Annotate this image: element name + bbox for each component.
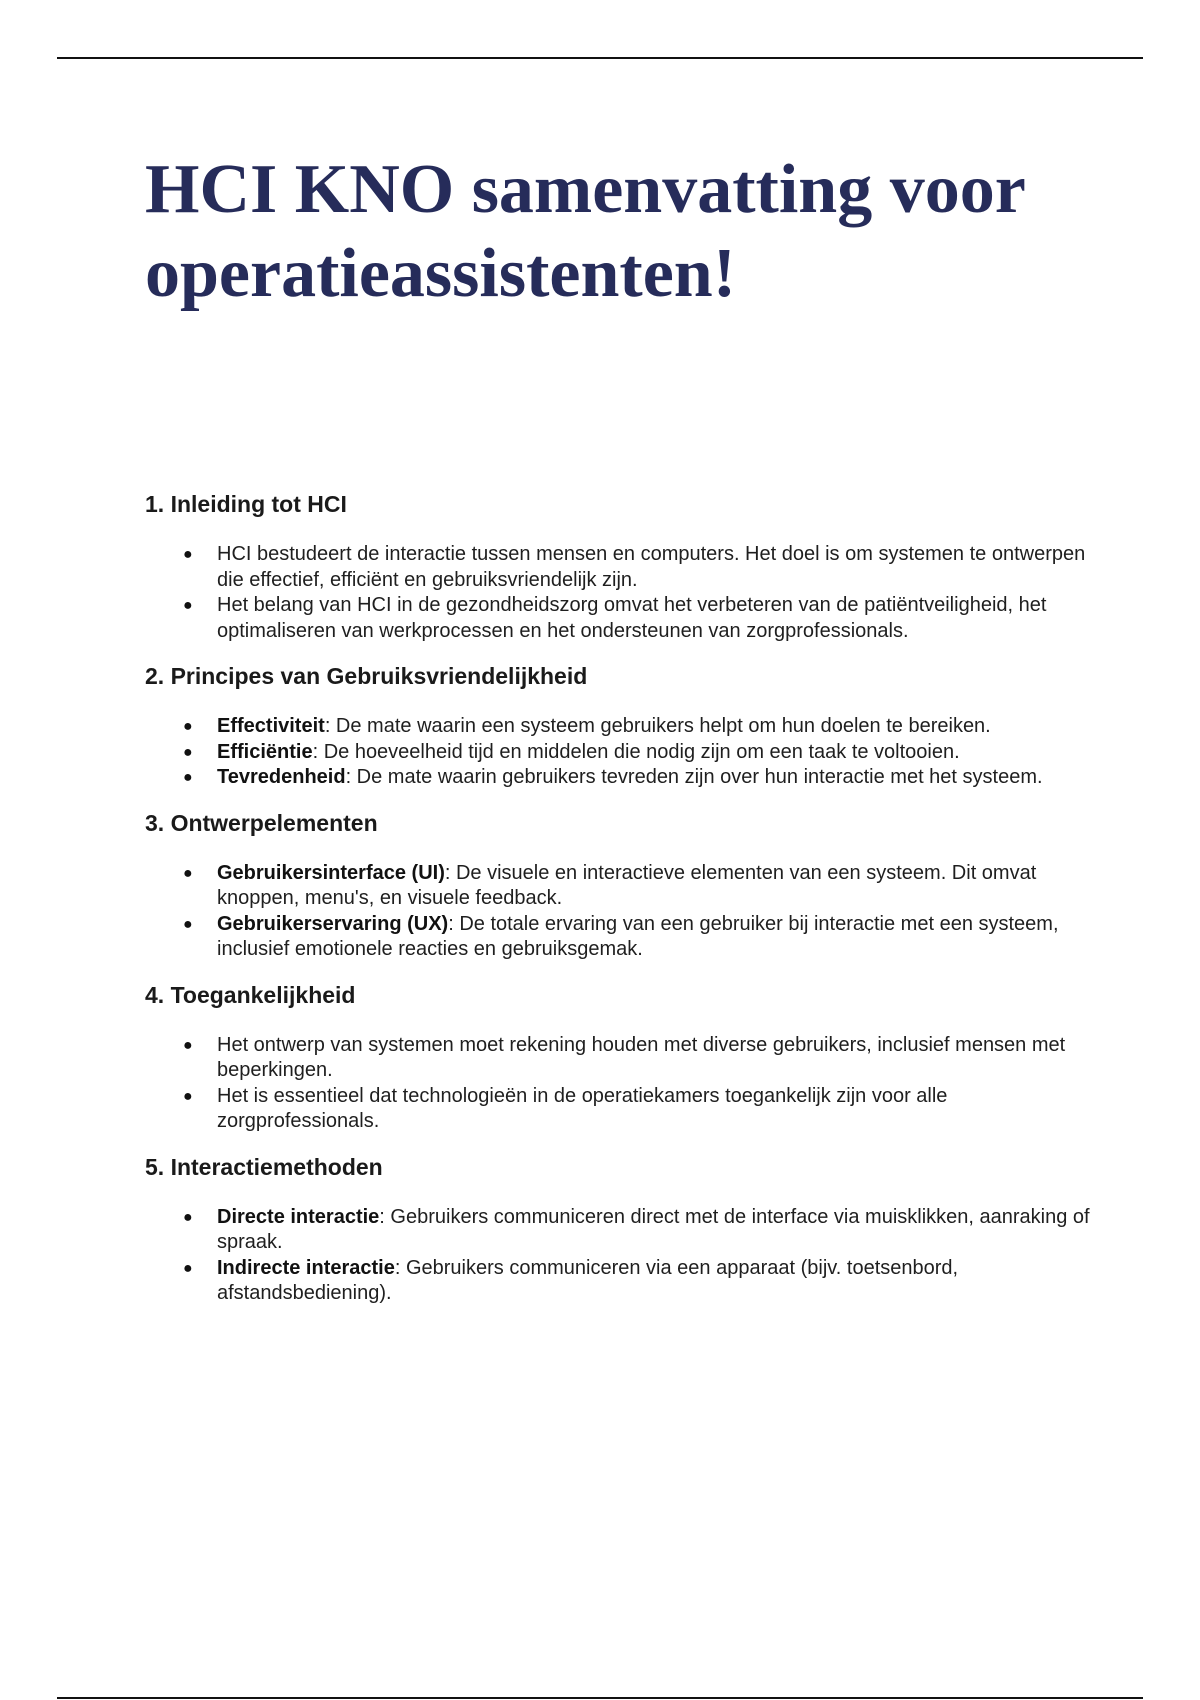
list-item-text: : Gebruikers communiceren direct met de interface via muisklikken, aanraking of spraak.	[217, 1205, 1090, 1253]
section-heading: 3. Ontwerpelementen	[145, 809, 378, 836]
list-item-text: HCI bestudeert de interactie tussen mensen en computers. Het doel is om systemen te ontwerpen die effectief, efficiënt en gebruiksvriendelijk zijn.	[217, 543, 1086, 591]
bullet-icon: ●	[183, 597, 193, 614]
bullet-list	[145, 1205, 1090, 1307]
list-item-term: Efficiëntie	[217, 740, 313, 763]
bullet-icon: ●	[183, 1208, 193, 1226]
page-title: HCI KNO samenvatting voor operatieassistenten!	[145, 151, 1025, 312]
list-item-term: Directe interactie	[217, 1205, 380, 1228]
list-item-text: : De mate waarin een systeem gebruikers helpt om hun doelen te bereiken.	[324, 715, 991, 737]
list-item-term: Gebruikerservaring (UX)	[217, 912, 449, 935]
list-item-text: : De totale ervaring van een gebruiker bij interactie met een systeem, inclusief emotionele reacties en gebruiksgemak.	[217, 912, 1059, 960]
list-item-text: : De hoeveelheid tijd en middelen die nodig zijn om een taak te voltooien.	[312, 740, 960, 763]
list-item-text: : De visuele en interactieve elementen van een systeem. Dit omvat knoppen, menu's, en visuele feedback.	[217, 861, 1037, 909]
bullet-list	[145, 714, 1090, 791]
list-item	[183, 714, 1090, 740]
bullet-icon: ●	[183, 1036, 193, 1054]
section-heading: 2. Principes van Gebruiksvriendelijkheid	[145, 663, 588, 689]
list-item-text: Het ontwerp van systemen moet rekening houden met diverse gebruikers, inclusief mensen met beperkingen.	[217, 1033, 1066, 1081]
section-heading: 1. Inleiding tot HCI	[145, 491, 347, 517]
bullet-icon: ●	[183, 864, 193, 882]
list-item-term: Tevredenheid	[217, 766, 346, 788]
list-item	[183, 765, 1090, 791]
section-toegankelijkheid	[145, 981, 1090, 1135]
bullet-list	[145, 861, 1090, 963]
list-item	[183, 1205, 1090, 1256]
bullet-icon: ●	[183, 743, 193, 761]
list-item-term: Gebruikersinterface (UI)	[217, 861, 445, 884]
bullet-list	[145, 542, 1090, 644]
section-principes	[145, 662, 1090, 791]
bullet-icon: ●	[183, 718, 193, 735]
section-interactiemethoden	[145, 1153, 1090, 1307]
section-inleiding	[145, 490, 1090, 644]
bullet-icon: ●	[183, 915, 193, 933]
list-item-term: Indirecte interactie	[217, 1256, 395, 1279]
list-item-text: : De mate waarin gebruikers tevreden zijn over hun interactie met het systeem.	[345, 766, 1043, 788]
list-item-text: Het is essentieel dat technologieën in de operatiekamers toegankelijk zijn voor alle zorgprofessionals.	[217, 1084, 948, 1132]
bullet-list	[145, 1033, 1090, 1135]
list-item	[183, 542, 1090, 593]
section-heading: 4. Toegankelijkheid	[145, 981, 356, 1008]
document-body	[145, 490, 1090, 1325]
list-item	[183, 861, 1090, 912]
list-item	[183, 912, 1090, 963]
top-rule	[57, 57, 1143, 59]
list-item	[183, 740, 1090, 766]
list-item	[183, 1084, 1090, 1135]
bottom-rule	[57, 1697, 1143, 1699]
bullet-icon: ●	[183, 1087, 193, 1105]
list-item-term: Effectiviteit	[217, 715, 325, 737]
section-heading: 5. Interactiemethoden	[145, 1153, 383, 1180]
list-item-text: : Gebruikers communiceren via een apparaat (bijv. toetsenbord, afstandsbediening).	[217, 1256, 959, 1304]
bullet-icon: ●	[183, 546, 193, 563]
list-item	[183, 1256, 1090, 1307]
bullet-icon: ●	[183, 769, 193, 786]
list-item-text: Het belang van HCI in de gezondheidszorg omvat het verbeteren van de patiëntveiligheid, het optimaliseren van werkprocessen en het ondersteunen van zorgprofessionals.	[217, 594, 1047, 642]
bullet-icon: ●	[183, 1259, 193, 1277]
list-item	[183, 593, 1090, 644]
section-ontwerpelementen	[145, 809, 1090, 963]
list-item	[183, 1033, 1090, 1084]
